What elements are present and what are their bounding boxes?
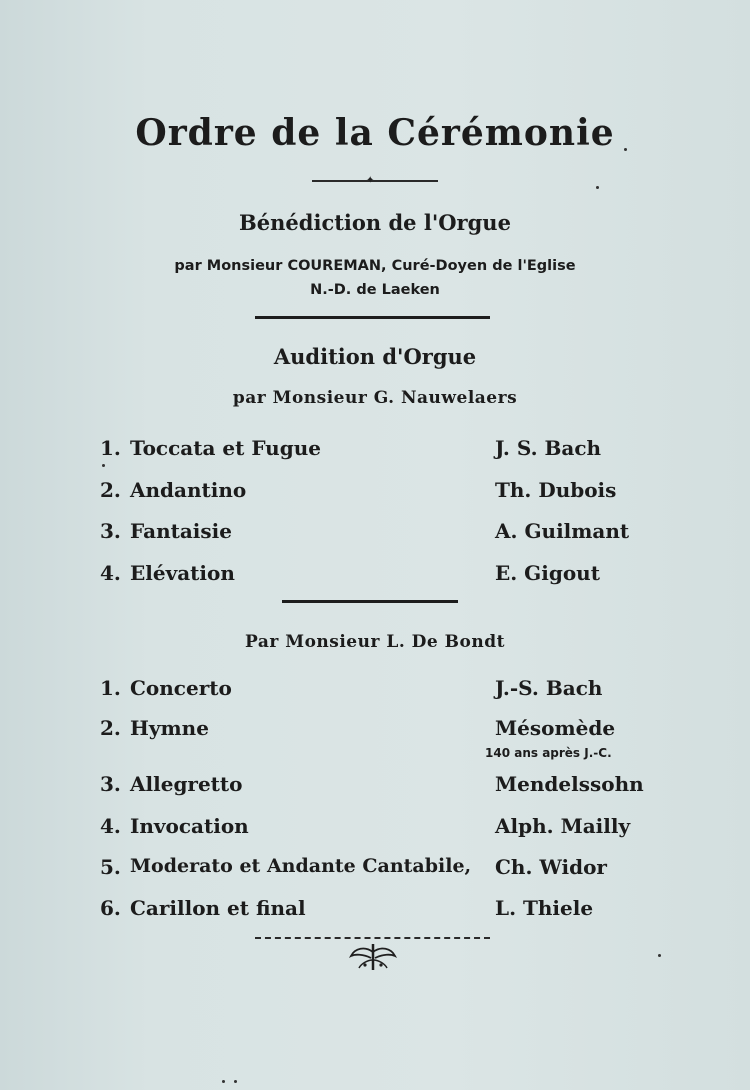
benediction-line-1: par Monsieur COUREMAN, Curé-Doyen de l'Eglise [174, 258, 576, 274]
list-item [100, 772, 660, 800]
item-number: 6. [100, 896, 121, 920]
item-composer: Alph. Mailly [495, 814, 631, 838]
ornament-knot-icon: ✦ [366, 175, 375, 186]
item-number: 2. [100, 716, 121, 740]
page-title: Ordre de la Cérémonie [135, 112, 615, 154]
item-piece: Concerto [130, 676, 232, 700]
item-composer: Mendelssohn [495, 772, 644, 796]
item-piece: Fantaisie [130, 519, 232, 543]
benediction-heading: Bénédiction de l'Orgue [239, 210, 511, 235]
list-item [100, 676, 660, 704]
item-composer: E. Gigout [495, 561, 600, 585]
item-composer: Ch. Widor [495, 855, 607, 879]
print-speck [624, 148, 627, 151]
print-speck [596, 186, 599, 189]
list-item [100, 519, 660, 547]
list-item [100, 561, 660, 589]
item-composer: L. Thiele [495, 896, 594, 920]
print-speck [222, 1080, 225, 1083]
item-piece: Allegretto [130, 772, 243, 796]
section-rule [255, 316, 490, 319]
section-rule [282, 600, 458, 603]
item-number: 4. [100, 561, 121, 585]
item-number: 1. [100, 676, 121, 700]
item-composer: Mésomède [495, 716, 616, 740]
item-number: 5. [100, 855, 121, 879]
audition-heading: Audition d'Orgue [273, 344, 477, 369]
second-performer: Par Monsieur L. De Bondt [245, 632, 505, 652]
list-item [100, 855, 660, 883]
audition-performer: par Monsieur G. Nauwelaers [232, 388, 518, 408]
item-piece: Moderato et Andante Cantabile, [130, 855, 472, 877]
item-composer: A. Guilmant [495, 519, 630, 543]
item-piece: Invocation [130, 814, 249, 838]
item-composer: J. S. Bach [495, 436, 602, 460]
item-number: 3. [100, 519, 121, 543]
print-speck [234, 1080, 237, 1083]
list-item [100, 896, 660, 924]
item-piece: Carillon et final [130, 896, 306, 920]
item-number: 3. [100, 772, 121, 796]
item-note: 140 ans après J.-C. [485, 746, 612, 760]
item-composer: Th. Dubois [495, 478, 617, 502]
item-number: 1. [100, 436, 121, 460]
item-composer: J.-S. Bach [495, 676, 603, 700]
item-piece: Toccata et Fugue [130, 436, 321, 460]
list-item [100, 814, 660, 842]
item-number: 2. [100, 478, 121, 502]
list-item [100, 478, 660, 506]
list-item [100, 716, 660, 760]
print-speck [658, 954, 661, 957]
item-piece: Hymne [130, 716, 209, 740]
item-piece: Elévation [130, 561, 235, 585]
benediction-line-2: N.-D. de Laeken [310, 282, 440, 298]
item-piece: Andantino [130, 478, 247, 502]
print-speck [102, 464, 105, 467]
fleuron-icon [345, 938, 401, 974]
item-number: 4. [100, 814, 121, 838]
list-item [100, 436, 660, 464]
